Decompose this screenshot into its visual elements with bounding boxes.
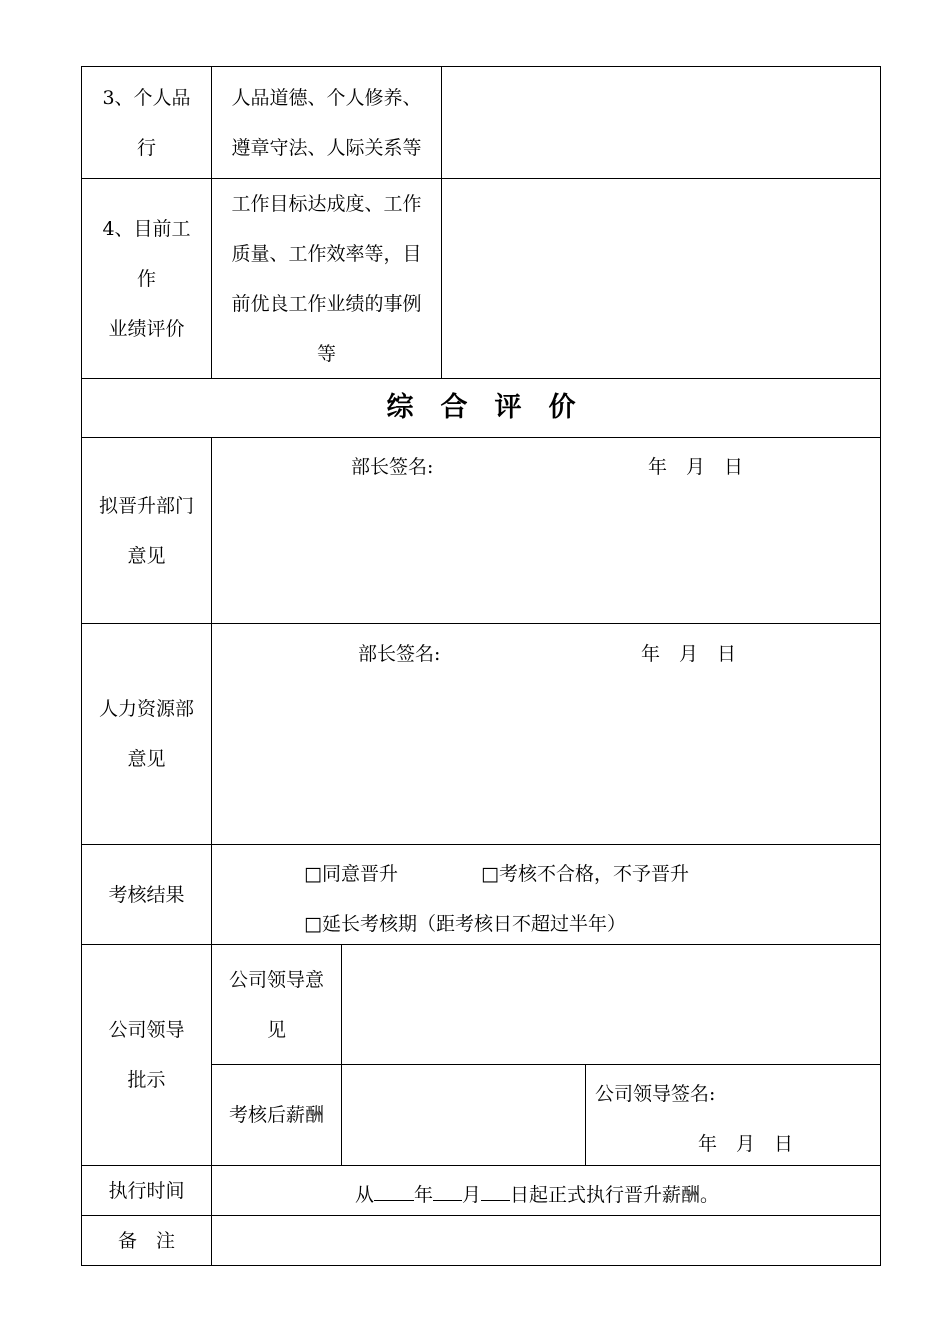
dept-opinion-label: [82, 438, 211, 623]
exec-year-blank[interactable]: [374, 1182, 414, 1201]
hr-signature-date: 年 月 日: [641, 643, 737, 665]
option-agree-checkbox[interactable]: □同意晋升: [304, 863, 398, 885]
character-desc-line: 遵章守法、人际关系等: [231, 136, 422, 159]
character-label: [82, 67, 211, 178]
exec-time-statement: 从 年 月 日起正式执行晋升薪酬。: [355, 1184, 720, 1206]
performance-desc-line: 等: [316, 342, 336, 365]
exec-time-label: 执行时间: [108, 1179, 185, 1202]
dept-opinion-label-line: 拟晋升部门: [98, 494, 194, 517]
col-divider: [585, 1064, 586, 1165]
result-label: 考核结果: [108, 883, 185, 906]
character-label-line: 行: [136, 136, 156, 159]
performance-label: [82, 179, 211, 378]
performance-label-line: 作: [136, 267, 156, 290]
hr-signature-label: 部长签名:: [358, 643, 441, 665]
option-fail-checkbox[interactable]: □考核不合格，不予晋升: [481, 863, 689, 885]
hr-opinion-label-line: 人力资源部: [98, 698, 194, 720]
leader-label-line: 公司领导: [108, 1019, 185, 1041]
dept-opinion-field[interactable]: [212, 438, 880, 623]
salary-field[interactable]: [342, 1065, 585, 1165]
leader-label: [82, 945, 211, 1165]
leader-label-line: 批示: [127, 1069, 166, 1091]
dept-opinion-label-line: 意见: [127, 544, 166, 567]
character-desc-line: 人品道德、个人修养、: [231, 86, 422, 109]
hr-opinion-label-line: 意见: [127, 748, 166, 770]
performance-label-line: 业绩评价: [108, 317, 185, 340]
leader-signature-label: 公司领导签名:: [595, 1083, 716, 1105]
remarks-field[interactable]: [212, 1216, 880, 1265]
salary-label: 考核后薪酬: [228, 1104, 324, 1126]
leader-opinion-label-line: 公司领导意: [228, 968, 324, 991]
character-evaluation-field[interactable]: [442, 67, 880, 178]
option-extend-checkbox[interactable]: □延长考核期（距考核日不超过半年）: [304, 913, 626, 935]
performance-label-line: 4、目前工: [102, 217, 191, 240]
dept-signature-label: 部长签名:: [351, 456, 434, 478]
exec-day-blank[interactable]: [481, 1182, 510, 1201]
performance-desc-line: 质量、工作效率等，目: [231, 242, 422, 265]
exec-month-blank[interactable]: [433, 1182, 462, 1201]
hr-opinion-label: [82, 624, 211, 844]
section-title: 综 合 评 价: [386, 392, 576, 423]
hr-opinion-field[interactable]: [212, 624, 880, 844]
performance-description: [212, 179, 441, 378]
leader-opinion-label: [212, 945, 341, 1064]
character-description: [212, 67, 441, 178]
leader-opinion-label-line: 见: [266, 1018, 286, 1041]
remarks-label: 备 注: [117, 1229, 175, 1252]
performance-evaluation-field[interactable]: [442, 179, 880, 378]
promotion-evaluation-form: [81, 66, 881, 1266]
leader-opinion-field[interactable]: [342, 945, 880, 1064]
character-label-line: 3、个人品: [102, 86, 191, 109]
performance-desc-line: 工作目标达成度、工作: [231, 192, 422, 215]
leader-signature-date: 年 月 日: [698, 1133, 794, 1155]
performance-desc-line: 前优良工作业绩的事例: [231, 292, 422, 315]
dept-signature-date: 年 月 日: [648, 456, 744, 478]
